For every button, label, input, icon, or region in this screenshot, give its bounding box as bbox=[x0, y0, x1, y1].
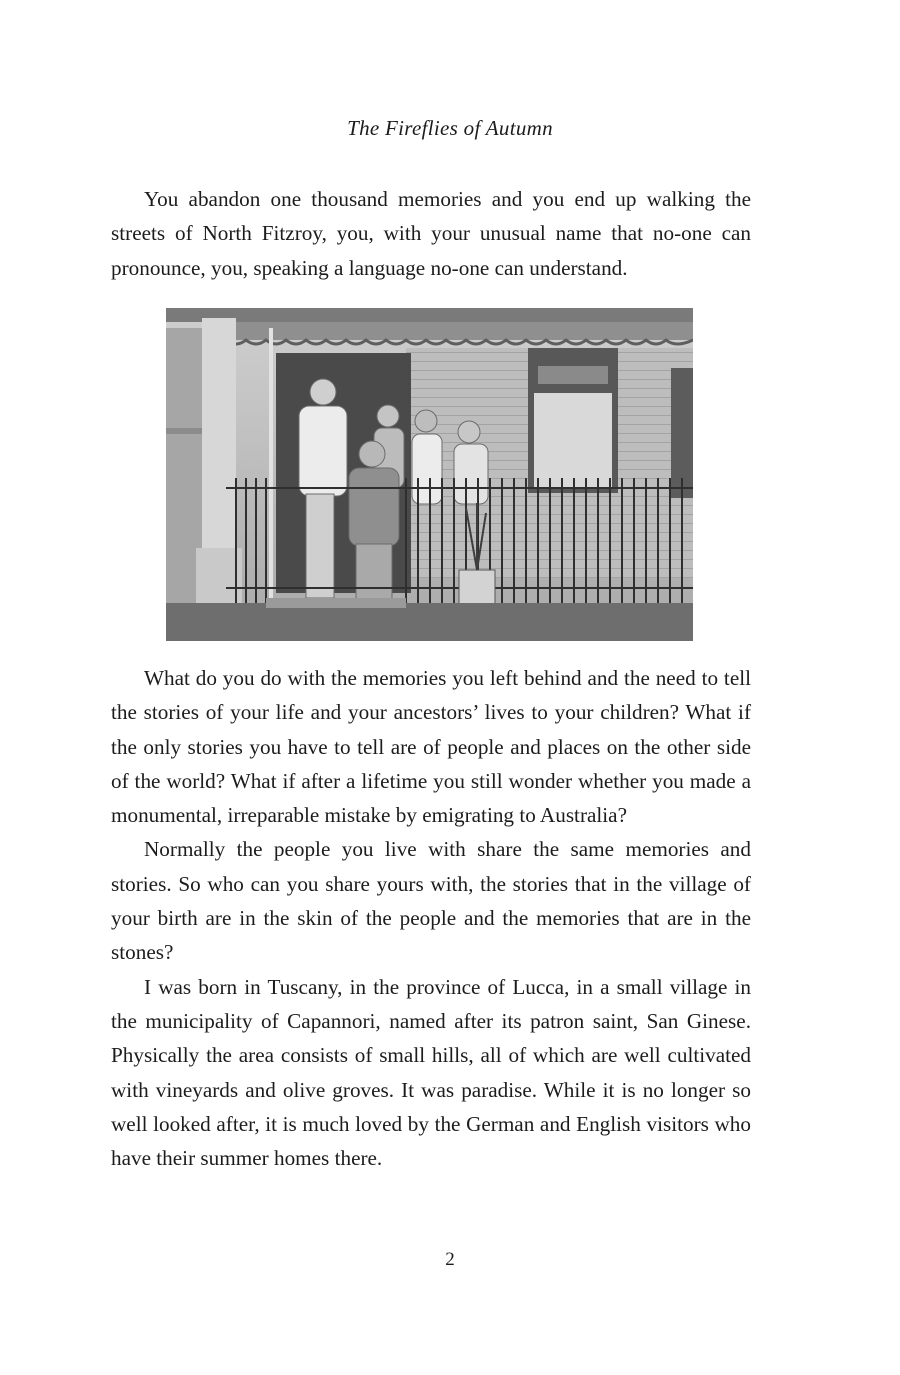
page-number: 2 bbox=[445, 1249, 455, 1270]
running-header: The Fireflies of Autumn bbox=[347, 116, 553, 140]
family-photograph bbox=[166, 308, 693, 641]
text-block-top bbox=[111, 182, 751, 285]
paragraph: What do you do with the memories you left behind and the need to tell the stories of your life and your ancestors’ lives to your children? What if the only stories you have to tell are of people and places on the other side of the world? What if after a lifetime you still wonder whether you made a monumental, irreparable mistake by emigrating to Australia? bbox=[111, 666, 751, 828]
paragraph: You abandon one thousand memories and you end up walking the streets of North Fitzroy, you, with your unusual name that no-one can pronounce, you, speaking a language no-one can understand. bbox=[111, 187, 751, 280]
text-block-bottom bbox=[111, 661, 751, 1175]
paragraph: I was born in Tuscany, in the province of Lucca, in a small village in the municipality of Capannori, named after its patron saint, San Ginese. Physically the area consists of small hills, all of which are well cultivated with vineyards and olive groves. It was paradise. While it is no longer so well looked after, it is much loved by the German and English visitors who have their summer homes there. bbox=[111, 974, 751, 1171]
paragraph: Normally the people you live with share the same memories and stories. So who can you share yours with, the stories that in the village of your birth are in the skin of the people and the memories that are in the stones? bbox=[111, 837, 751, 965]
